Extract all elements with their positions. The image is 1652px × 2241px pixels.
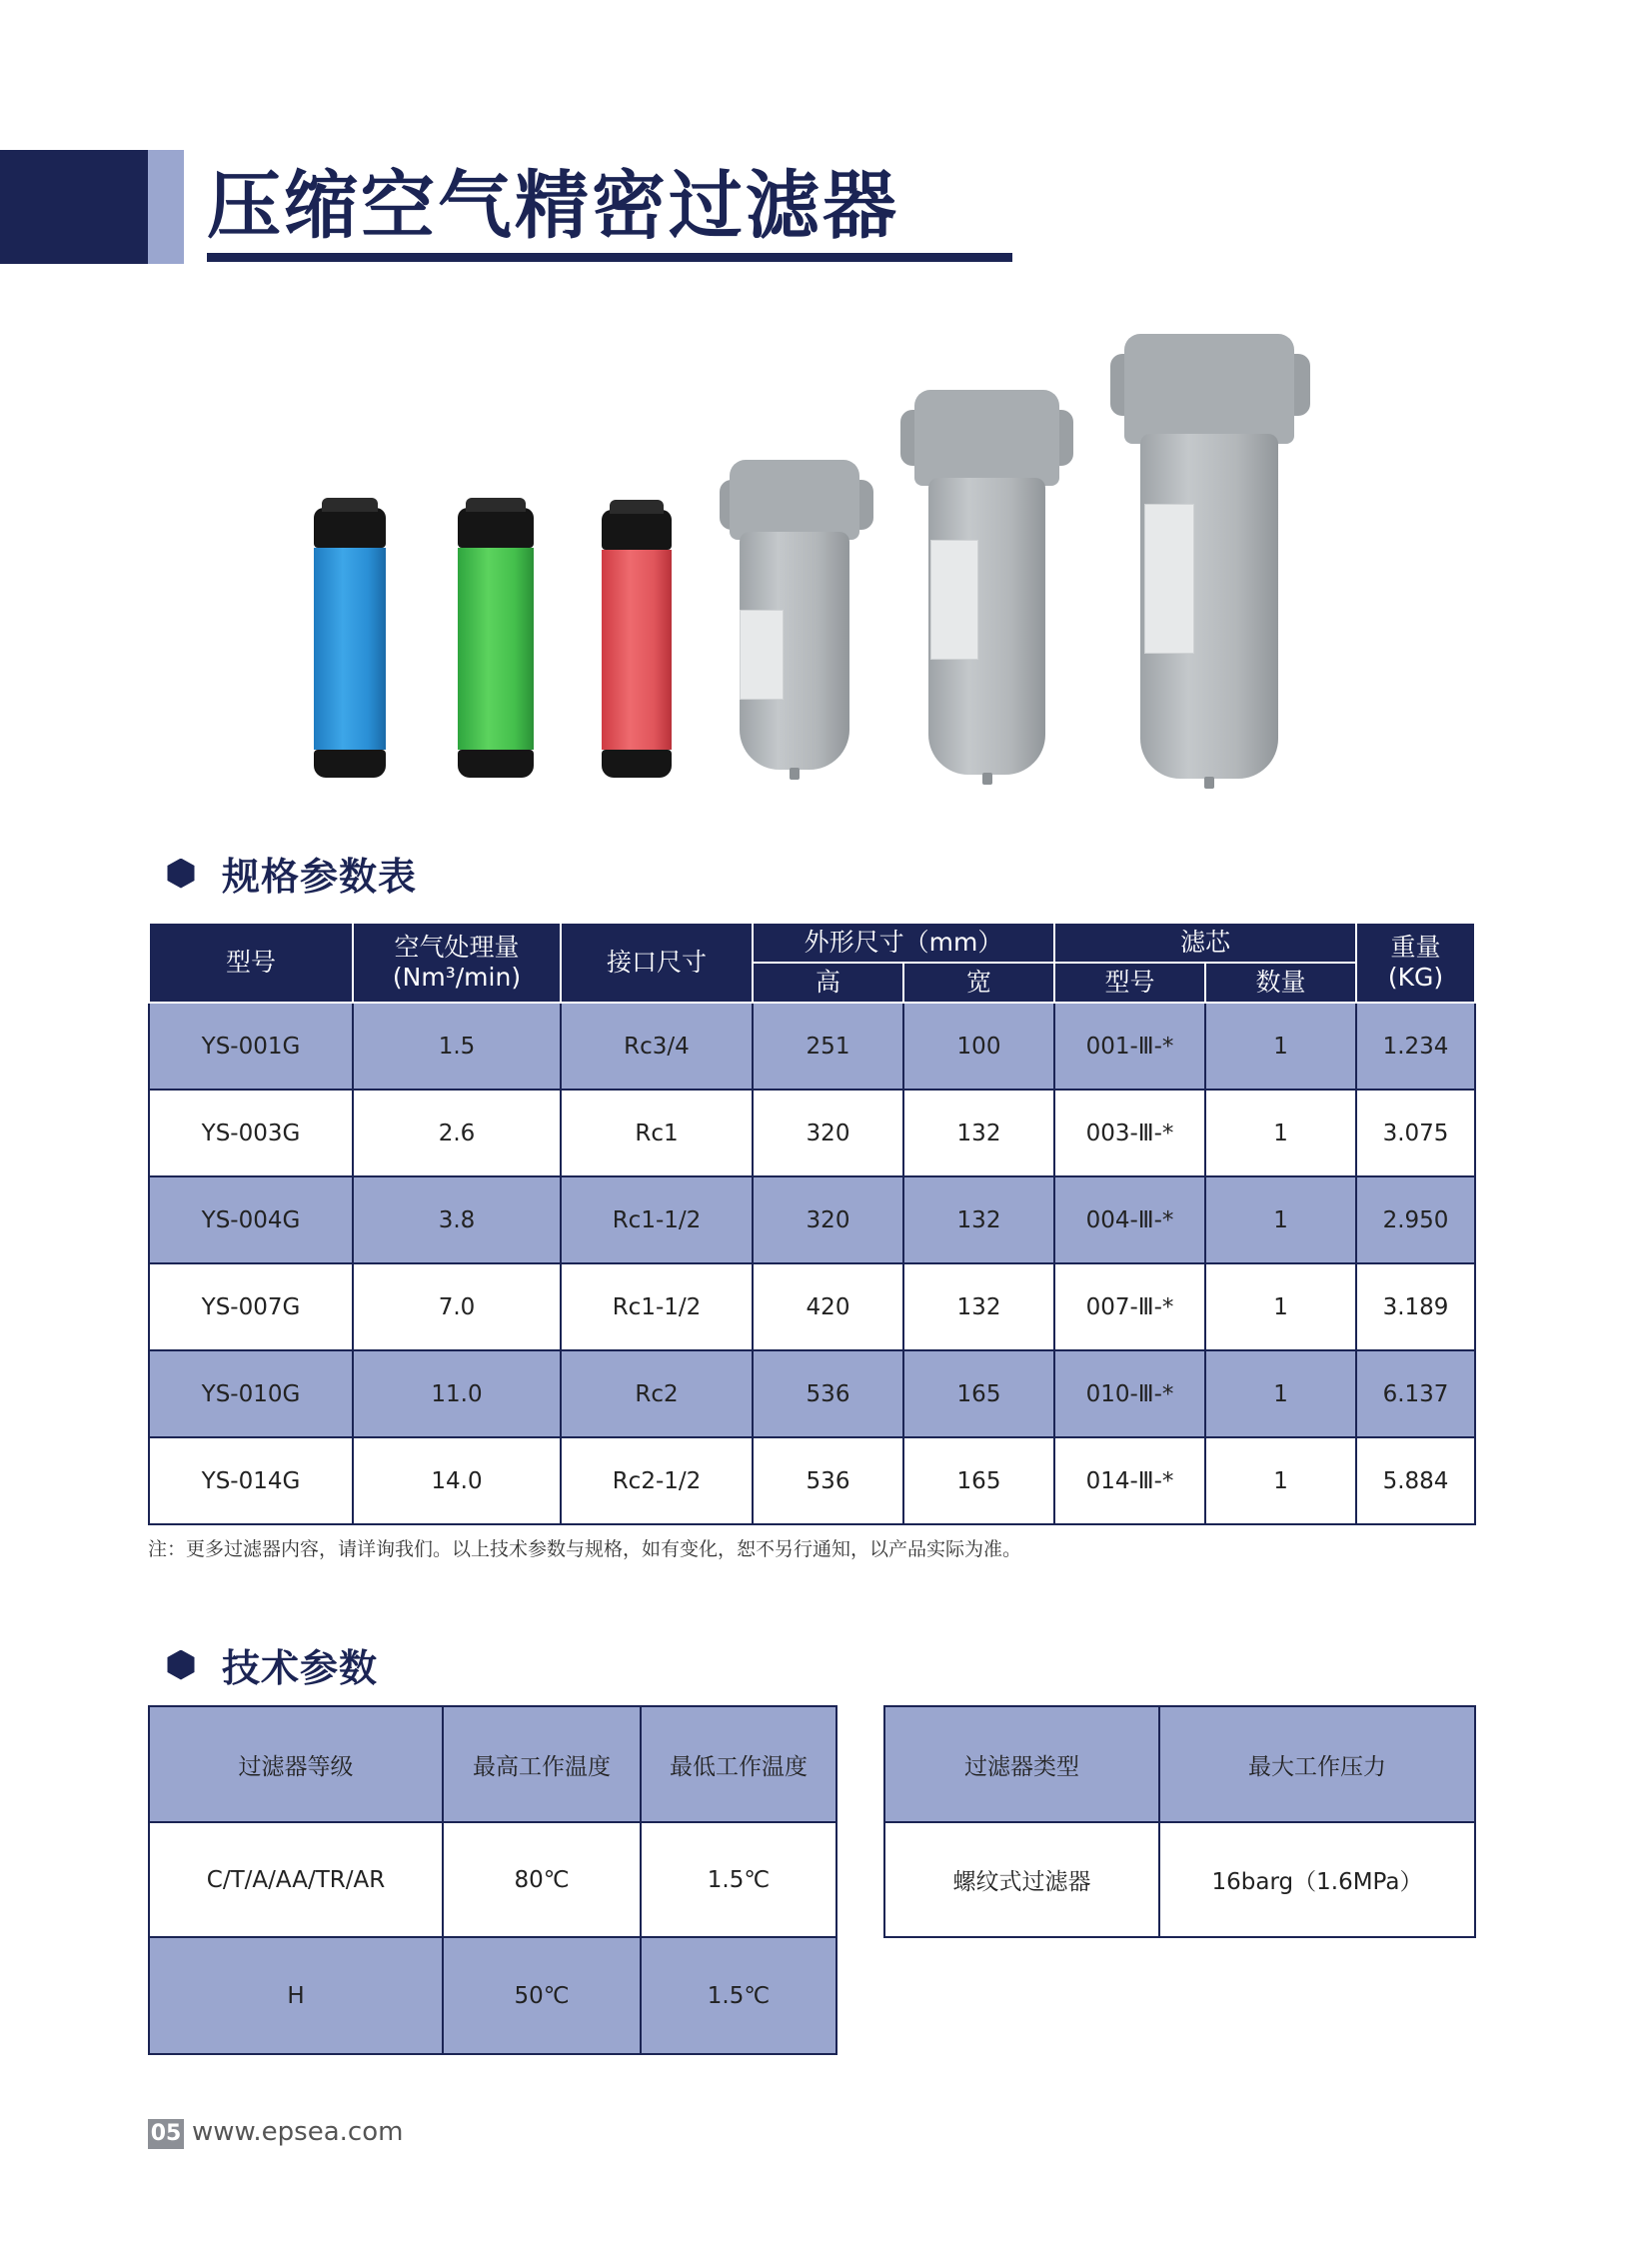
header-element-qty: 数量	[1205, 963, 1356, 1003]
header-width: 宽	[903, 963, 1054, 1003]
cell-element-qty: 1	[1205, 1176, 1356, 1263]
page-title: 压缩空气精密过滤器	[207, 163, 899, 249]
cell-flow: 1.5	[353, 1003, 561, 1090]
cell-model: YS-010G	[149, 1350, 353, 1437]
cell-weight: 3.075	[1356, 1090, 1475, 1176]
cell-port: Rc2	[561, 1350, 753, 1437]
cell-element-model: 010-Ⅲ-*	[1054, 1350, 1205, 1437]
header-max-pressure: 最大工作压力	[1159, 1706, 1475, 1822]
cell-height: 320	[753, 1090, 903, 1176]
page-number: 05	[148, 2119, 184, 2149]
cell-weight: 6.137	[1356, 1350, 1475, 1437]
cell-height: 536	[753, 1350, 903, 1437]
website-url: www.epsea.com	[192, 2117, 404, 2147]
cell-height: 251	[753, 1003, 903, 1090]
header-weight: 重量 (KG)	[1356, 923, 1475, 1003]
cell-element-model: 004-Ⅲ-*	[1054, 1176, 1205, 1263]
cell-width: 132	[903, 1176, 1054, 1263]
table-row	[149, 1176, 1475, 1263]
cell-port: Rc1-1/2	[561, 1176, 753, 1263]
spec-section-title: 规格参数表	[222, 855, 418, 899]
cell-max-pressure: 16barg（1.6MPa）	[1159, 1822, 1475, 1937]
cell-width: 165	[903, 1350, 1054, 1437]
cell-height: 420	[753, 1263, 903, 1350]
cell-filter-type: 螺纹式过滤器	[884, 1822, 1159, 1937]
cell-max-temp: 50℃	[443, 1937, 641, 2054]
cell-port: Rc1	[561, 1090, 753, 1176]
table-row	[149, 1003, 1475, 1090]
cell-element-qty: 1	[1205, 1090, 1356, 1176]
cell-flow: 2.6	[353, 1090, 561, 1176]
product-photo	[290, 320, 1339, 800]
table-row	[149, 1437, 1475, 1524]
header-height: 高	[753, 963, 903, 1003]
table-row	[149, 1263, 1475, 1350]
cell-height: 536	[753, 1437, 903, 1524]
cell-flow: 3.8	[353, 1176, 561, 1263]
cell-port: Rc2-1/2	[561, 1437, 753, 1524]
table-row	[149, 1090, 1475, 1176]
cell-port: Rc1-1/2	[561, 1263, 753, 1350]
cell-min-temp: 1.5℃	[641, 1937, 836, 2054]
cell-element-qty: 1	[1205, 1263, 1356, 1350]
header-filter-type: 过滤器类型	[884, 1706, 1159, 1822]
cell-flow: 14.0	[353, 1437, 561, 1524]
table-row	[884, 1822, 1475, 1937]
cell-model: YS-004G	[149, 1176, 353, 1263]
title-underline	[207, 253, 1012, 262]
table-row	[149, 1350, 1475, 1437]
header-dimensions: 外形尺寸（mm）	[753, 923, 1054, 963]
header-flow: 空气处理量 (Nm³/min)	[353, 923, 561, 1003]
header-element: 滤芯	[1054, 923, 1356, 963]
cell-grade: C/T/A/AA/TR/AR	[149, 1822, 443, 1937]
cell-weight: 3.189	[1356, 1263, 1475, 1350]
hexagon-bullet-icon	[166, 859, 196, 889]
tech-table-temperature	[148, 1705, 837, 2055]
header-element-model: 型号	[1054, 963, 1205, 1003]
blue-filter-cartridge	[314, 508, 386, 778]
header-band-light	[148, 150, 184, 264]
spec-section-heading	[166, 846, 417, 901]
cell-width: 100	[903, 1003, 1054, 1090]
tech-section-heading	[166, 1637, 378, 1692]
cell-weight: 1.234	[1356, 1003, 1475, 1090]
cell-element-model: 003-Ⅲ-*	[1054, 1090, 1205, 1176]
header-band-dark	[0, 150, 148, 264]
cell-weight: 5.884	[1356, 1437, 1475, 1524]
cell-model: YS-003G	[149, 1090, 353, 1176]
cell-min-temp: 1.5℃	[641, 1822, 836, 1937]
cell-port: Rc3/4	[561, 1003, 753, 1090]
header-min-temp: 最低工作温度	[641, 1706, 836, 1822]
red-filter-cartridge	[602, 510, 672, 778]
cell-max-temp: 80℃	[443, 1822, 641, 1937]
cell-weight: 2.950	[1356, 1176, 1475, 1263]
cell-width: 132	[903, 1090, 1054, 1176]
tech-section-title: 技术参数	[222, 1646, 379, 1690]
cell-model: YS-014G	[149, 1437, 353, 1524]
tech-table-pressure	[883, 1705, 1476, 1938]
header-model: 型号	[149, 923, 353, 1003]
cell-element-model: 001-Ⅲ-*	[1054, 1003, 1205, 1090]
cell-grade: H	[149, 1937, 443, 2054]
table-row	[149, 1937, 836, 2054]
cell-element-qty: 1	[1205, 1350, 1356, 1437]
cell-flow: 11.0	[353, 1350, 561, 1437]
cell-element-qty: 1	[1205, 1437, 1356, 1524]
spec-note: 注：更多过滤器内容，请详询我们。以上技术参数与规格，如有变化，恕不另行通知，以产品实际为准。	[148, 1538, 1022, 1560]
filter-housing-small	[730, 460, 859, 770]
table-row	[149, 1822, 836, 1937]
cell-width: 132	[903, 1263, 1054, 1350]
cell-model: YS-001G	[149, 1003, 353, 1090]
filter-housing-large	[1124, 334, 1294, 779]
cell-flow: 7.0	[353, 1263, 561, 1350]
spec-table	[148, 922, 1476, 1525]
header-max-temp: 最高工作温度	[443, 1706, 641, 1822]
header-filter-grade: 过滤器等级	[149, 1706, 443, 1822]
cell-width: 165	[903, 1437, 1054, 1524]
cell-model: YS-007G	[149, 1263, 353, 1350]
cell-element-qty: 1	[1205, 1003, 1356, 1090]
cell-element-model: 014-Ⅲ-*	[1054, 1437, 1205, 1524]
header-port: 接口尺寸	[561, 923, 753, 1003]
cell-height: 320	[753, 1176, 903, 1263]
green-filter-cartridge	[458, 508, 534, 778]
cell-element-model: 007-Ⅲ-*	[1054, 1263, 1205, 1350]
hexagon-bullet-icon	[166, 1650, 196, 1680]
filter-housing-medium	[914, 390, 1059, 775]
